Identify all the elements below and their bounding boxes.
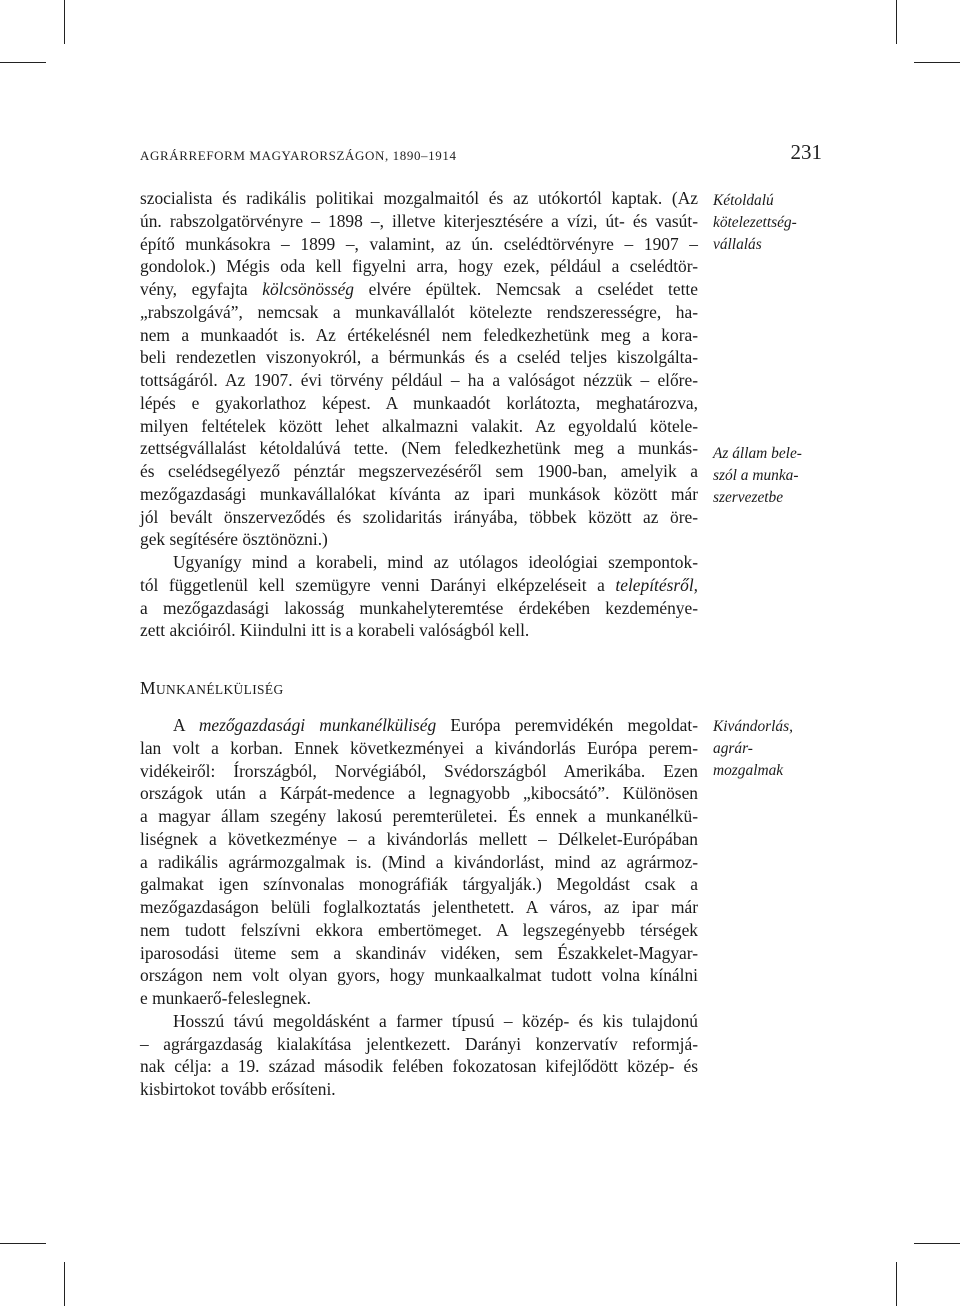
text-line: a mezőgazdasági lakosság munkahelyteremtése érdekében kezdeménye- bbox=[140, 597, 698, 618]
text-line: galmakat igen színvonalas monográfiák tárgyalják.) Megoldást csak a bbox=[140, 874, 698, 895]
text-line: „rabszolgává”, nemcsak a munkavállalót kötelezte rendszerességre, ha- bbox=[140, 301, 698, 322]
crop-mark bbox=[64, 1262, 65, 1306]
crop-mark bbox=[896, 1262, 897, 1306]
paragraph bbox=[140, 187, 698, 551]
text-line: Hosszú távú megoldásként a farmer típusú – közép- és kis tulajdonú bbox=[173, 1010, 698, 1031]
margin-note-line: szervezetbe bbox=[713, 489, 784, 506]
crop-mark bbox=[896, 0, 897, 44]
margin-note-line: agrár- bbox=[713, 740, 753, 757]
text-line: nem a munkaadót is. Az értékelésnél nem feledkezhetünk meg a kora- bbox=[140, 324, 698, 345]
text-line: a radikális agrármozgalmak is. (Mind a kivándorlást, mind az agrármoz- bbox=[140, 851, 698, 872]
heading-rest: UNKANÉLKÜLISÉG bbox=[155, 682, 284, 697]
emphasis-text: kölcsönösség bbox=[262, 279, 355, 299]
paragraph bbox=[140, 551, 698, 642]
heading-initial: M bbox=[140, 678, 156, 698]
text-line bbox=[140, 714, 698, 737]
text-line: gek segítésére ösztönözni.) bbox=[140, 529, 328, 550]
text-run: elvére épültek. Nemcsak a cselédet tette bbox=[354, 279, 698, 299]
emphasis-text: mezőgazdasági munkanélküliség bbox=[198, 715, 437, 735]
text-run: vény, egyfajta bbox=[140, 279, 263, 299]
page-number: 231 bbox=[790, 140, 822, 164]
text-line: – agrárgazdaság kialakítása jelentkezett. Darányi konzervatív reformjá- bbox=[140, 1033, 698, 1054]
margin-note-line: Az állam bele- bbox=[713, 445, 802, 462]
paragraph bbox=[140, 1010, 698, 1101]
text-line: vidékeiről: Írországból, Norvégiából, Svédországból Amerikába. Ezen bbox=[140, 760, 698, 781]
crop-mark bbox=[914, 1243, 960, 1244]
text-line: lépés e gyakorlathoz képest. A munkaadót korlátozta, meghatározva, bbox=[140, 392, 698, 413]
text-line: milyen feltételek között lehet alkalmazni valakit. Az egyoldalú kötele- bbox=[140, 415, 698, 436]
crop-mark bbox=[914, 62, 960, 63]
text-line: gondolok.) Mégis oda kell figyelni arra, hogy ezek, például a cselédtör- bbox=[140, 256, 698, 277]
text-line: lan volt a korban. Ennek következményei a kivándorlás Európa perem- bbox=[140, 737, 698, 758]
running-header-title: AGRÁRREFORM MAGYARORSZÁGON, 1890–1914 bbox=[140, 148, 457, 163]
text-line bbox=[140, 574, 698, 597]
text-line: e munkaerő-feleslegnek. bbox=[140, 988, 311, 1008]
margin-note-line: vállalás bbox=[713, 236, 762, 253]
text-run: A bbox=[173, 715, 199, 735]
text-line: liségnek a következménye – a kivándorlás mellett – Délkelet-Európában bbox=[140, 828, 698, 849]
text-line: ún. rabszolgatörvényre – 1898 –, illetve kiterjesztésére a vízi, út- és vasút- bbox=[140, 210, 698, 231]
text-line: jól bevált önszerveződés és szolidaritás irányába, többek között az öre- bbox=[140, 506, 698, 527]
margin-note bbox=[713, 190, 823, 256]
text-line: iparosodási üteme sem a skandináv vidéken, sem Északkelet-Magyar- bbox=[140, 942, 698, 963]
text-line: kisbirtokot tovább erősíteni. bbox=[140, 1079, 336, 1099]
body-text-block-2 bbox=[140, 714, 698, 1101]
crop-mark bbox=[0, 1243, 46, 1244]
text-run: tól függetlenül kell szemügyre venni Darányi elképzeléseit a bbox=[140, 574, 616, 595]
crop-mark bbox=[64, 0, 65, 44]
text-line: országon nem volt olyan gyors, hogy munkaalkalmat tudott volna kínálni bbox=[140, 965, 698, 986]
text-line: nem tudott felszívni ekkora embertömeget. A legszegényebb térségek bbox=[140, 919, 698, 940]
margin-note-line: mozgalmak bbox=[713, 762, 784, 779]
text-line: országok után a Kárpát-medence a legnagyobb „kibocsátó”. Különösen bbox=[140, 783, 698, 804]
text-line: tottságáról. Az 1907. évi törvény például – ha a valóságot nézzük – előre- bbox=[140, 370, 698, 390]
text-line: beli rendezetlen viszonyokról, a bérmunkás és a cseléd teljes kiszolgálta- bbox=[140, 347, 698, 368]
text-line: és cselédsegélyező pénztár megszervezéséről sem 1900-ban, amelyik a bbox=[140, 461, 698, 481]
text-line: a magyar állam szegény lakosú peremterületei. És ennek a munkanélkü- bbox=[140, 806, 698, 826]
text-line: szocialista és radikális politikai mozgalmaitól és az utókortól kaptak. (Az bbox=[140, 188, 698, 208]
section-heading bbox=[140, 678, 284, 699]
paragraph bbox=[140, 714, 698, 1010]
text-line: mezőgazdasági munkavállalókat kívánta az ipari munkások között már bbox=[140, 483, 698, 504]
text-line bbox=[140, 278, 698, 301]
text-line: nak célja: a 19. század második felében fokozatosan kifejlődött közép- és bbox=[140, 1056, 698, 1077]
text-line: építő munkásokra – 1899 –, valamint, az ún. cselédtörvényre – 1907 – bbox=[140, 233, 698, 254]
text-line: zettségvállalást kétoldalúvá tette. (Nem feledkezhetünk meg a munkás- bbox=[140, 438, 698, 459]
text-run: Európa peremvidékén megoldat- bbox=[436, 715, 698, 735]
margin-note-line: Kivándorlás, bbox=[713, 718, 793, 735]
emphasis-text: telepítésről, bbox=[615, 574, 698, 595]
text-line: zett akcióiról. Kiindulni itt is a korabeli valóságból kell. bbox=[140, 620, 530, 641]
margin-note-line: Kétoldalú bbox=[713, 192, 774, 209]
margin-note bbox=[713, 716, 823, 782]
text-line: Ugyanígy mind a korabeli, mind az utólagos ideológiai szempontok- bbox=[173, 552, 698, 572]
body-text-block-1 bbox=[140, 187, 698, 642]
margin-note-line: kötelezettség- bbox=[713, 214, 797, 231]
margin-note-line: szól a munka- bbox=[713, 467, 799, 484]
text-line: mezőgazdaságon belüli foglalkoztatás jelenthetett. A város, az ipar már bbox=[140, 897, 698, 917]
crop-mark bbox=[0, 62, 46, 63]
margin-note bbox=[713, 443, 823, 509]
